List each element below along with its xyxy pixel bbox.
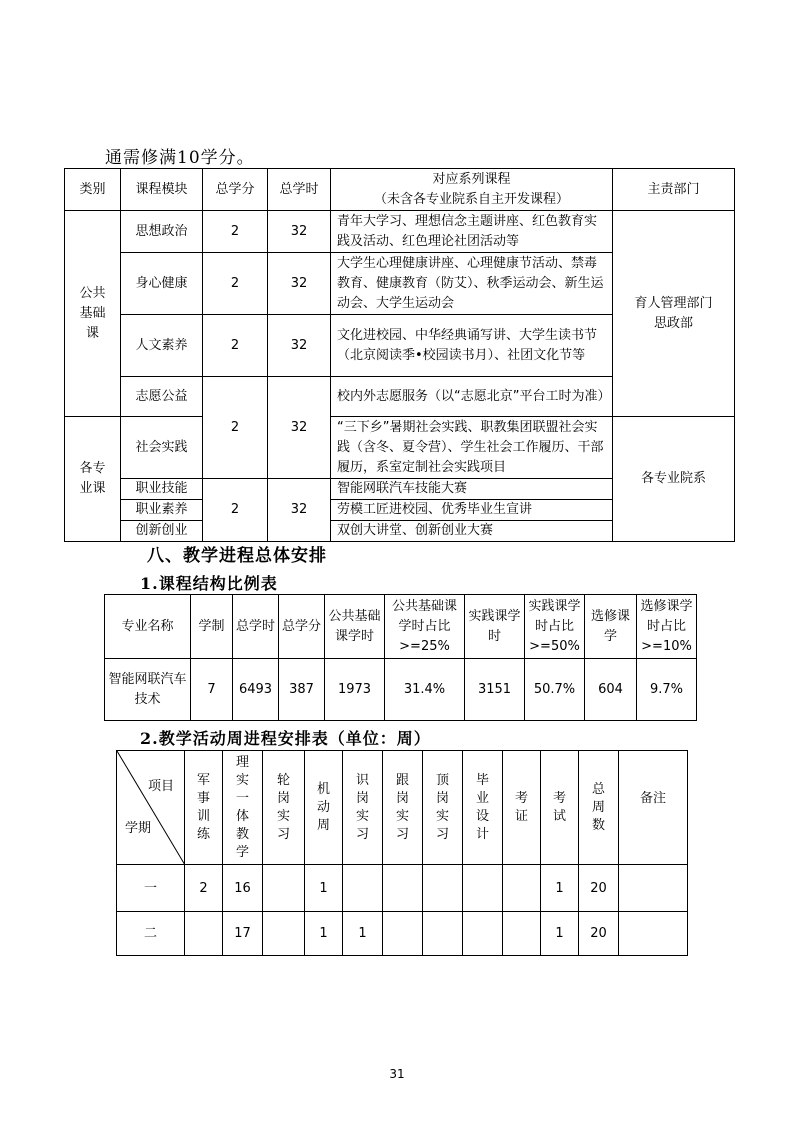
credits-cell: 2 — [203, 479, 268, 542]
header-cell: 总周数 — [579, 751, 619, 865]
courses-cell: 校内外志愿服务（以“志愿北京”平台工时为准） — [331, 377, 613, 417]
data-cell — [463, 865, 503, 912]
data-cell — [463, 912, 503, 956]
subheading-schedule: 2.教学活动周进程安排表（单位：周） — [140, 729, 431, 748]
data-cell — [423, 912, 463, 956]
module-cell: 思想政治 — [121, 211, 203, 253]
header-cell: 考证 — [503, 751, 541, 865]
data-cell: 20 — [579, 912, 619, 956]
corner-item-label: 项目 — [147, 779, 174, 794]
diagonal-line — [117, 751, 185, 865]
table-row — [65, 211, 735, 253]
header-courses-line1: 对应系列课程 — [432, 171, 511, 187]
courses-cell: 智能网联汽车技能大赛 — [331, 479, 613, 500]
data-cell: 1 — [541, 865, 579, 912]
credits-cell: 2 — [203, 315, 268, 377]
module-cell: 社会实践 — [121, 417, 203, 479]
courses-cell: “三下乡”暑期社会实践、职教集团联盟社会实践（含冬、夏令营）、学生社会工作履历、干部履历，系室定制社会实践项目 — [331, 417, 613, 479]
cell-practice-ratio: 50.7% — [525, 659, 585, 721]
data-cell — [185, 912, 223, 956]
category-public: 公共 基础 课 — [65, 211, 121, 417]
data-cell — [619, 865, 688, 912]
header-cell: 选修课学时占比>=10% — [637, 595, 697, 659]
hours-cell: 32 — [268, 377, 331, 479]
corner-term-label: 学期 — [125, 821, 152, 836]
module-cell: 志愿公益 — [121, 377, 203, 417]
data-cell — [503, 865, 541, 912]
header-cell: 实践课学时占比>=50% — [525, 595, 585, 659]
hours-cell: 32 — [268, 315, 331, 377]
courses-cell: 双创大讲堂、创新创业大赛 — [331, 521, 613, 542]
header-cell: 轮岗实习 — [263, 751, 305, 865]
cell-public-ratio: 31.4% — [385, 659, 465, 721]
cell-total-hours: 6493 — [233, 659, 279, 721]
data-cell: 1 — [305, 912, 343, 956]
header-department: 主责部门 — [613, 169, 735, 211]
header-cell: 理实一体教学 — [223, 751, 263, 865]
table-header-row — [117, 751, 688, 865]
data-cell: 20 — [579, 865, 619, 912]
courses-cell: 文化进校园、中华经典诵写讲、大学生读书节（北京阅读季•校园读书月）、社团文化节等 — [331, 315, 613, 377]
data-cell — [383, 865, 423, 912]
data-cell — [383, 912, 423, 956]
header-cell: 军事训练 — [185, 751, 223, 865]
courses-cell: 大学生心理健康讲座、心理健康节活动、禁毒教育、健康教育（防艾）、秋季运动会、新生运动会、大学生运动会 — [331, 253, 613, 315]
header-cell: 公共基础课学时占比>=25% — [385, 595, 465, 659]
hours-cell: 32 — [268, 479, 331, 542]
data-cell — [619, 912, 688, 956]
module-cell: 人文素养 — [121, 315, 203, 377]
term-cell: 二 — [117, 912, 185, 956]
data-cell: 17 — [223, 912, 263, 956]
dept-major: 各专业院系 — [613, 417, 735, 542]
data-cell — [423, 865, 463, 912]
hours-cell: 32 — [268, 253, 331, 315]
header-courses-line2: （未含各专业院系自主开发课程） — [373, 191, 569, 207]
courses-cell: 青年大学习、理想信念主题讲座、红色教育实践及活动、红色理论社团活动等 — [331, 211, 613, 253]
header-cell: 顶岗实习 — [423, 751, 463, 865]
table-row — [117, 865, 688, 912]
module-cell: 职业技能 — [121, 479, 203, 500]
subheading-structure: 1.课程结构比例表 — [140, 574, 278, 593]
data-cell: 2 — [185, 865, 223, 912]
module-cell: 职业素养 — [121, 500, 203, 521]
table-header-row — [65, 169, 735, 211]
header-module: 课程模块 — [121, 169, 203, 211]
page-number: 31 — [389, 1067, 405, 1081]
header-courses — [331, 169, 613, 211]
cell-total-credits: 387 — [279, 659, 325, 721]
header-cell: 总学分 — [279, 595, 325, 659]
header-category: 类别 — [65, 169, 121, 211]
data-cell: 16 — [223, 865, 263, 912]
module-cell: 创新创业 — [121, 521, 203, 542]
header-cell: 实践课学时 — [465, 595, 525, 659]
section-heading: 八、教学进程总体安排 — [147, 546, 327, 566]
data-cell: 1 — [541, 912, 579, 956]
table-row — [117, 912, 688, 956]
header-cell: 毕业设计 — [463, 751, 503, 865]
data-cell — [503, 912, 541, 956]
cell-elective-ratio: 9.7% — [637, 659, 697, 721]
header-cell: 识岗实习 — [343, 751, 383, 865]
cell-elective-hours: 604 — [585, 659, 637, 721]
dept-public: 育人管理部门 思政部 — [613, 211, 735, 417]
data-cell: 1 — [305, 865, 343, 912]
credits-cell: 2 — [203, 253, 268, 315]
course-structure-table — [104, 594, 697, 721]
header-cell: 总学时 — [233, 595, 279, 659]
intro-text: 通需修满10学分。 — [105, 148, 255, 168]
module-cell: 身心健康 — [121, 253, 203, 315]
cell-major-name: 智能网联汽车技术 — [105, 659, 191, 721]
corner-header — [117, 751, 185, 865]
cell-duration: 7 — [191, 659, 233, 721]
header-cell: 备注 — [619, 751, 688, 865]
data-cell: 1 — [343, 912, 383, 956]
data-cell — [263, 865, 305, 912]
header-cell: 专业名称 — [105, 595, 191, 659]
credits-cell: 2 — [203, 377, 268, 479]
header-cell: 公共基础课学时 — [325, 595, 385, 659]
term-cell: 一 — [117, 865, 185, 912]
hours-cell: 32 — [268, 211, 331, 253]
cell-public-hours: 1973 — [325, 659, 385, 721]
course-module-table — [64, 168, 735, 542]
credits-cell: 2 — [203, 211, 268, 253]
table-row — [65, 417, 735, 479]
header-cell: 选修课学 — [585, 595, 637, 659]
header-hours: 总学时 — [268, 169, 331, 211]
weekly-schedule-table — [116, 750, 688, 956]
data-cell — [343, 865, 383, 912]
header-cell: 跟岗实习 — [383, 751, 423, 865]
header-cell: 机动周 — [305, 751, 343, 865]
cell-practice-hours: 3151 — [465, 659, 525, 721]
table-row — [105, 659, 697, 721]
header-cell: 学制 — [191, 595, 233, 659]
header-credits: 总学分 — [203, 169, 268, 211]
data-cell — [263, 912, 305, 956]
courses-cell: 劳模工匠进校园、优秀毕业生宣讲 — [331, 500, 613, 521]
category-major: 各专 业课 — [65, 417, 121, 542]
header-cell: 考试 — [541, 751, 579, 865]
table-header-row — [105, 595, 697, 659]
